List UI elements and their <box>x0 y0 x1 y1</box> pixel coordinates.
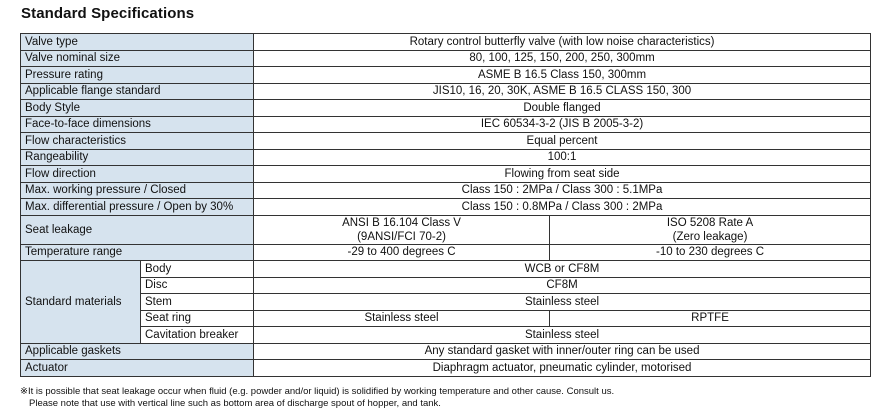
row-value: Any standard gasket with inner/outer ring can be used <box>254 343 871 360</box>
material-label: Disc <box>141 277 254 294</box>
table-row <box>21 327 871 344</box>
row-label: Flow direction <box>21 166 254 183</box>
row-value: Class 150 : 2MPa / Class 300 : 5.1MPa <box>254 182 871 199</box>
table-row <box>21 261 871 278</box>
table-row <box>21 215 871 244</box>
table-row <box>21 34 871 51</box>
table-row <box>21 83 871 100</box>
row-value: IEC 60534-3-2 (JIS B 2005-3-2) <box>254 116 871 133</box>
footnote-line-1: ※It is possible that seat leakage occur when fluid (e.g. powder and/or liquid) is solidified by working temperature and other cause. Consult us. <box>20 386 615 397</box>
material-value: Stainless steel <box>254 294 871 311</box>
seat-leakage-right-line2: (Zero leakage) <box>672 230 748 243</box>
table-row <box>21 182 871 199</box>
material-value: Stainless steel <box>254 327 871 344</box>
material-value: WCB or CF8M <box>254 261 871 278</box>
row-value: Diaphragm actuator, pneumatic cylinder, motorised <box>254 360 871 377</box>
seat-leakage-left-line1: ANSI B 16.104 Class V <box>342 216 461 229</box>
row-value: JIS10, 16, 20, 30K, ASME B 16.5 CLASS 150, 300 <box>254 83 871 100</box>
material-label: Body <box>141 261 254 278</box>
table-row <box>21 343 871 360</box>
row-value: ASME B 16.5 Class 150, 300mm <box>254 67 871 84</box>
table-row <box>21 116 871 133</box>
row-label: Flow characteristics <box>21 133 254 150</box>
row-label: Valve nominal size <box>21 50 254 67</box>
row-value: 100:1 <box>254 149 871 166</box>
row-value: Flowing from seat side <box>254 166 871 183</box>
footnote-line-2: Please note that use with vertical line such as bottom area of discharge spout of hopper, and tank. <box>29 398 441 409</box>
table-row <box>21 133 871 150</box>
table-row <box>21 294 871 311</box>
table-row <box>21 244 871 261</box>
table-row <box>21 199 871 216</box>
material-label: Cavitation breaker <box>141 327 254 344</box>
row-value: Double flanged <box>254 100 871 117</box>
row-label: Max. working pressure / Closed <box>21 182 254 199</box>
seat-ring-right: RPTFE <box>550 310 871 327</box>
row-value: Class 150 : 0.8MPa / Class 300 : 2MPa <box>254 199 871 216</box>
materials-label: Standard materials <box>21 261 141 344</box>
row-label: Pressure rating <box>21 67 254 84</box>
spec-table <box>20 33 871 377</box>
row-label: Temperature range <box>21 244 254 261</box>
table-row <box>21 166 871 183</box>
page-title: Standard Specifications <box>21 5 195 22</box>
row-value: Equal percent <box>254 133 871 150</box>
row-value: Rotary control butterfly valve (with low noise characteristics) <box>254 34 871 51</box>
row-label: Applicable gaskets <box>21 343 254 360</box>
material-value: CF8M <box>254 277 871 294</box>
temperature-right: -10 to 230 degrees C <box>550 244 871 261</box>
row-label: Applicable flange standard <box>21 83 254 100</box>
table-row <box>21 277 871 294</box>
row-label: Body Style <box>21 100 254 117</box>
row-label: Max. differential pressure / Open by 30% <box>21 199 254 216</box>
seat-leakage-right-line1: ISO 5208 Rate A <box>666 216 754 229</box>
seat-ring-left: Stainless steel <box>254 310 550 327</box>
seat-leakage-left <box>254 215 550 244</box>
table-row <box>21 100 871 117</box>
row-label: Face-to-face dimensions <box>21 116 254 133</box>
table-row <box>21 67 871 84</box>
table-row <box>21 149 871 166</box>
seat-leakage-left-line2: (9ANSI/FCI 70-2) <box>357 230 446 243</box>
seat-leakage-right <box>550 215 871 244</box>
row-label: Valve type <box>21 34 254 51</box>
row-label: Actuator <box>21 360 254 377</box>
row-label: Rangeability <box>21 149 254 166</box>
table-row <box>21 360 871 377</box>
table-row <box>21 50 871 67</box>
row-label: Seat leakage <box>21 215 254 244</box>
material-label: Seat ring <box>141 310 254 327</box>
temperature-left: -29 to 400 degrees C <box>254 244 550 261</box>
table-row <box>21 310 871 327</box>
row-value: 80, 100, 125, 150, 200, 250, 300mm <box>254 50 871 67</box>
material-label: Stem <box>141 294 254 311</box>
